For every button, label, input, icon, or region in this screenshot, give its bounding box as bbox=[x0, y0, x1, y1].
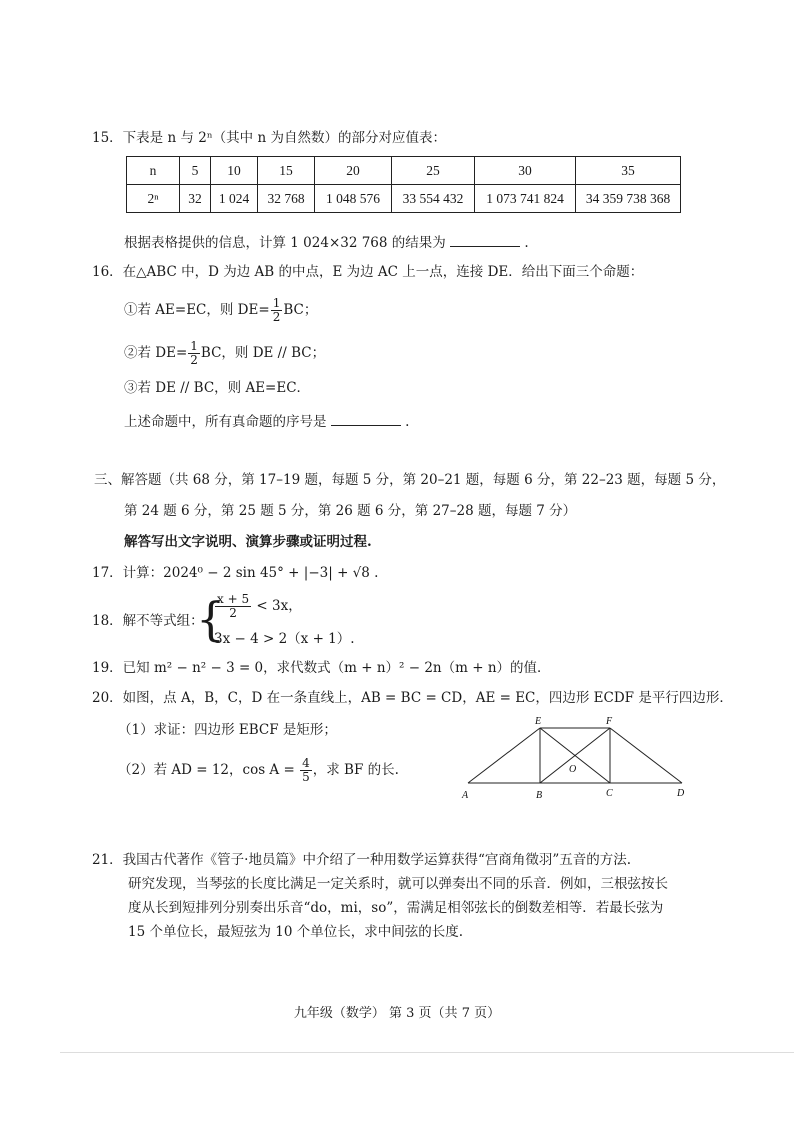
table-cell: 15 bbox=[258, 157, 315, 185]
table-cell: n bbox=[127, 157, 180, 185]
point-label-B: B bbox=[536, 790, 543, 801]
fraction-numerator: 1 bbox=[272, 296, 281, 310]
point-label-C: C bbox=[606, 788, 613, 799]
q18-label: 18．解不等式组： bbox=[92, 613, 204, 629]
table-cell: 20 bbox=[315, 157, 392, 185]
table-cell: 1 073 741 824 bbox=[475, 185, 576, 213]
q20-part1: （1）求证：四边形 EBCF 是矩形； bbox=[118, 722, 337, 738]
fraction-numerator: 4 bbox=[302, 756, 310, 770]
q16-proposition-3: ③若 DE // BC，则 AE=EC． bbox=[124, 380, 311, 396]
q21-line1: 21．我国古代著作《管子·地员篇》中介绍了一种用数学运算获得“宫商角徵羽”五音的方法. bbox=[92, 852, 632, 868]
table-cell: 1 048 576 bbox=[315, 185, 392, 213]
q16-proposition-1 bbox=[124, 297, 317, 324]
q20-intro: 20．如图，点 A，B，C，D 在一条直线上，AB = BC = CD，AE = EC，四边形 ECDF 是平行四边形． bbox=[92, 690, 733, 706]
geometry-figure bbox=[460, 712, 690, 804]
q16-question-text: 上述命题中，所有真命题的序号是 bbox=[124, 414, 327, 430]
q20-part2-tail: ，求 BF 的长. bbox=[312, 762, 399, 778]
q19-text: 19．已知 m² − n² − 3 = 0，求代数式（m + n）² − 2n（m + n）的值． bbox=[92, 660, 551, 676]
table-row-power bbox=[127, 185, 681, 213]
table-cell: 32 768 bbox=[258, 185, 315, 213]
table-cell: 35 bbox=[576, 157, 681, 185]
point-label-F: F bbox=[606, 716, 613, 727]
table-cell: 33 554 432 bbox=[392, 185, 475, 213]
q16-intro: 16．在△ABC 中，D 为边 AB 的中点，E 为边 AC 上一点，连接 DE．给出下面三个命题： bbox=[92, 264, 644, 280]
fraction-half bbox=[188, 340, 200, 367]
segment-FD bbox=[610, 728, 682, 783]
table-cell: 2ⁿ bbox=[127, 185, 180, 213]
point-label-E: E bbox=[535, 716, 542, 727]
section3-line1: 三、解答题（共 68 分，第 17–19 题，每题 5 分，第 20–21 题，每题 6 分，第 22–23 题，每题 5 分， bbox=[94, 472, 726, 488]
fraction-denominator: 2 bbox=[229, 606, 237, 620]
table-cell: 34 359 738 368 bbox=[576, 185, 681, 213]
fraction-denominator: 2 bbox=[272, 310, 281, 324]
table-cell: 10 bbox=[211, 157, 258, 185]
value-table bbox=[126, 156, 681, 213]
point-label-O: O bbox=[569, 764, 577, 775]
q16-question bbox=[124, 411, 409, 430]
q18-inequality-1 bbox=[214, 593, 302, 620]
fraction-denominator: 2 bbox=[190, 353, 198, 367]
page-footer: 九年级（数学） 第 3 页（共 7 页） bbox=[293, 1006, 501, 1021]
answer-blank[interactable] bbox=[450, 232, 520, 247]
bottom-divider bbox=[60, 1052, 794, 1053]
table-row-n bbox=[127, 157, 681, 185]
point-label-A: A bbox=[462, 790, 469, 801]
answer-blank[interactable] bbox=[331, 411, 401, 426]
point-label-D: D bbox=[677, 788, 685, 799]
q20-part2-text: （2）若 AD = 12，cos A = bbox=[118, 762, 295, 778]
fraction bbox=[300, 757, 312, 784]
q15-intro: 15．下表是 n 与 2ⁿ（其中 n 为自然数）的部分对应值表： bbox=[92, 130, 446, 146]
fraction-denominator: 5 bbox=[302, 770, 310, 784]
fraction-half bbox=[271, 297, 283, 324]
table-cell: 32 bbox=[180, 185, 211, 213]
q16-p1-tail: BC； bbox=[283, 302, 318, 318]
table-cell: 25 bbox=[392, 157, 475, 185]
q16-p2-tail: BC，则 DE // BC； bbox=[200, 345, 326, 361]
q20-part2 bbox=[118, 757, 399, 784]
q15-end: . bbox=[524, 235, 529, 251]
q15-question-text: 根据表格提供的信息，计算 1 024×32 768 的结果为 bbox=[124, 235, 446, 251]
q21-line3: 度从长到短排列分别奏出乐音“do，mi，so”，需满足相邻弦长的倒数差相等．若最长弦为 bbox=[128, 900, 664, 916]
q16-p1-text: ①若 AE=EC，则 DE= bbox=[124, 302, 270, 318]
q18-inequality-2: 3x − 4 > 2（x + 1）. bbox=[214, 631, 355, 647]
fraction-numerator: 1 bbox=[190, 339, 198, 353]
q21-line2: 研究发现，当琴弦的长度比满足一定关系时，就可以弹奏出不同的乐音．例如，三根弦按长 bbox=[128, 876, 668, 892]
fraction bbox=[215, 593, 251, 620]
section3-line2: 第 24 题 6 分，第 25 题 5 分，第 26 题 6 分，第 27–28 题，每题 7 分） bbox=[124, 503, 577, 519]
q21-line4: 15 个单位长，最短弦为 10 个单位长，求中间弦的长度. bbox=[128, 924, 464, 940]
fraction-numerator: x + 5 bbox=[217, 592, 250, 606]
q16-p2-text: ②若 DE= bbox=[124, 345, 188, 361]
table-cell: 1 024 bbox=[211, 185, 258, 213]
left-brace: { bbox=[196, 592, 226, 646]
table-cell: 30 bbox=[475, 157, 576, 185]
q18-ineq1-rest: < 3x， bbox=[256, 598, 302, 614]
section3-instructions: 解答写出文字说明、演算步骤或证明过程. bbox=[124, 534, 372, 550]
q16-proposition-2 bbox=[124, 340, 325, 367]
q16-end: . bbox=[405, 414, 410, 430]
table-cell: 5 bbox=[180, 157, 211, 185]
segment-AE bbox=[468, 728, 540, 783]
q17-text: 17．计算：2024⁰ − 2 sin 45° + |−3| + √8 . bbox=[92, 565, 379, 581]
q15-question bbox=[124, 232, 529, 251]
